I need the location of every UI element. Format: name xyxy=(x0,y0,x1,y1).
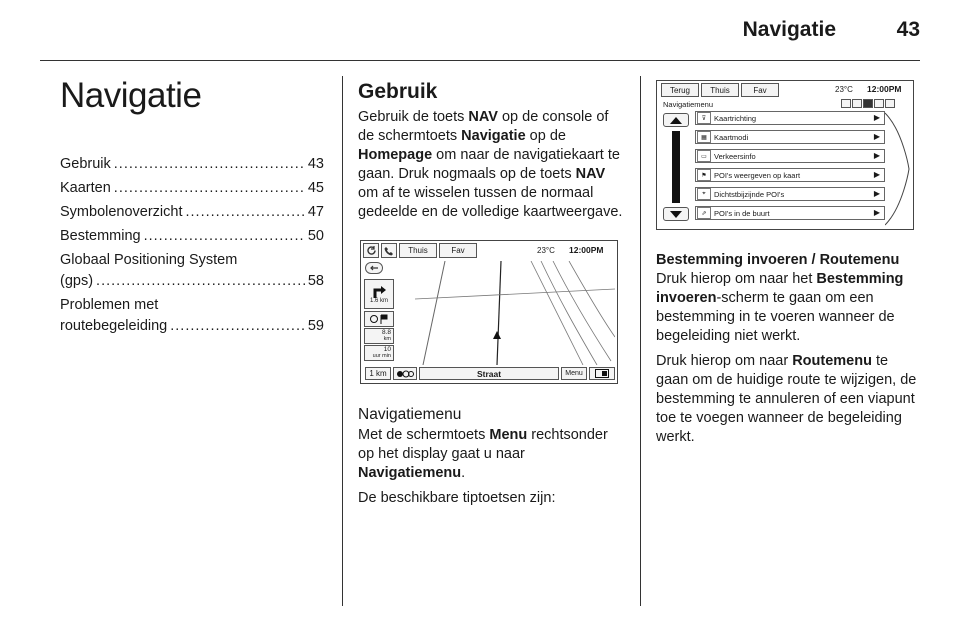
bestemming-paragraph-1: Druk hierop om naar het Bestemming invoeren-scherm te gaan om een bestemming in te voeren wanneer de begeleiding niet werkt. xyxy=(656,271,904,344)
poi-icon: ⚑ xyxy=(697,169,711,181)
toc-page-number: 50 xyxy=(307,228,324,244)
toc-leader-dots xyxy=(96,271,305,292)
clock: 12:00PM xyxy=(867,84,902,94)
scale-indicator: 1 km xyxy=(365,367,391,380)
menu-title: Navigatiemenu xyxy=(663,100,714,109)
terug-button: Terug xyxy=(661,83,699,97)
split-view-icon xyxy=(589,367,615,380)
section-heading-gebruik: Gebruik xyxy=(358,80,438,103)
toc-label: Kaarten xyxy=(60,180,111,196)
map-mode-icon: ▦ xyxy=(697,131,711,143)
column-rule-1 xyxy=(342,76,343,606)
menu-item-label: POI's in de buurt xyxy=(714,208,770,218)
menu-screen-illustration xyxy=(656,80,914,230)
bestemming-column xyxy=(656,80,922,453)
scrollbar-thumb xyxy=(672,131,680,203)
poi-route-icon: ⇗ xyxy=(697,207,711,219)
menu-item-label: POI's weergeven op kaart xyxy=(714,170,801,180)
thuis-button: Thuis xyxy=(701,83,739,97)
toc-line xyxy=(60,250,324,271)
running-header xyxy=(0,18,960,48)
bestemming-paragraph-2: Druk hierop om naar Routemenu te gaan om de huidige route te wijzigen, de bestemming te annuleren of een viapunt toe te voegen wanneer de begeleiding werkt. xyxy=(656,353,917,445)
toc-entry[interactable] xyxy=(60,178,324,199)
toc-leader-dots xyxy=(170,316,305,337)
toc-label: Problemen met xyxy=(60,297,159,313)
map-roads xyxy=(401,261,615,365)
volume-icon xyxy=(863,99,873,108)
street-name: Straat xyxy=(419,367,559,380)
toc-page-number: 43 xyxy=(307,156,324,172)
toc-label: Gebruik xyxy=(60,156,111,172)
menu-item-label: Kaartmodi xyxy=(714,132,749,142)
menu-item xyxy=(695,130,885,144)
zoom-out-icon xyxy=(365,262,383,274)
toc-line xyxy=(60,178,324,199)
chevron-right-icon: ▶ xyxy=(873,189,880,198)
settings-icon xyxy=(852,99,862,108)
toc-label: Globaal Positioning System xyxy=(60,252,238,268)
menu-item xyxy=(695,111,885,125)
turn-right-icon: 1.6 km xyxy=(364,279,394,309)
menu-button: Menu xyxy=(561,367,587,380)
clock: 12:00PM xyxy=(569,245,604,255)
toc-line xyxy=(60,295,324,316)
scroll-down-icon xyxy=(663,207,689,221)
traffic-icon: ▭ xyxy=(697,150,711,162)
toc-line xyxy=(60,226,324,247)
thuis-button: Thuis xyxy=(399,243,437,258)
toc-line xyxy=(60,271,324,292)
fav-button: Fav xyxy=(741,83,779,97)
toc-page-number: 45 xyxy=(307,180,324,196)
remaining-time: 10 uur min xyxy=(364,345,394,361)
running-title: Navigatie xyxy=(742,18,836,41)
toc-page-number: 58 xyxy=(307,273,324,289)
chevron-right-icon: ▶ xyxy=(873,113,880,122)
toc-leader-dots xyxy=(186,202,305,223)
compass-icon: ⊽ xyxy=(697,112,711,124)
section-heading-bestemming: Bestemming invoeren / Routemenu xyxy=(656,252,900,268)
toc-line xyxy=(60,202,324,223)
chevron-right-icon: ▶ xyxy=(873,132,880,141)
toc-entry[interactable] xyxy=(60,226,324,247)
toc-line xyxy=(60,316,324,337)
chevron-right-icon: ▶ xyxy=(873,208,880,217)
section-heading-navigatiemenu: Navigatiemenu xyxy=(358,406,462,423)
route-icon xyxy=(841,99,851,108)
column-rule-2 xyxy=(640,76,641,606)
menu-item xyxy=(695,168,885,182)
menu-item xyxy=(695,149,885,163)
chevron-right-icon: ▶ xyxy=(873,170,880,179)
temperature: 23°C xyxy=(537,246,555,255)
navigatiemenu-paragraph-2: De beschikbare tiptoetsen zijn: xyxy=(358,490,556,506)
phone-icon xyxy=(874,99,884,108)
gebruik-column xyxy=(358,80,626,514)
scroll-up-icon xyxy=(663,113,689,127)
map-screen-illustration xyxy=(360,240,618,384)
table-of-contents xyxy=(60,154,324,337)
refresh-icon xyxy=(363,243,379,258)
toc-label: (gps) xyxy=(60,273,94,289)
nearby-poi-icon: ⌖ xyxy=(697,188,711,200)
menu-curve xyxy=(885,111,911,227)
header-rule xyxy=(40,60,920,61)
remaining-distance: 8.8 km xyxy=(364,328,394,344)
toc-label: Symbolenoverzicht xyxy=(60,204,183,220)
toc-leader-dots xyxy=(114,154,305,175)
toc-entry[interactable] xyxy=(60,250,324,292)
menu-toolbar-icons xyxy=(841,99,895,108)
toc-page-number: 47 xyxy=(307,204,324,220)
fav-button: Fav xyxy=(439,243,477,258)
toc-entry[interactable] xyxy=(60,295,324,337)
menu-item-label: Verkeersinfo xyxy=(714,151,756,161)
navigatiemenu-paragraph-1: Met de schermtoets Menu rechtsonder op het display gaat u naar Navigatiemenu. xyxy=(358,427,608,481)
menu-item xyxy=(695,187,885,201)
toc-line xyxy=(60,154,324,175)
destination-flag-icon xyxy=(364,311,394,327)
phone-icon xyxy=(381,243,397,258)
toc-label: routebegeleiding xyxy=(60,318,168,334)
chevron-right-icon: ▶ xyxy=(873,151,880,160)
toc-leader-dots xyxy=(144,226,305,247)
toc-label: Bestemming xyxy=(60,228,141,244)
map-mode-icon xyxy=(393,367,417,380)
chapter-title: Navigatie xyxy=(60,76,202,115)
menu-item xyxy=(695,206,885,220)
page-number: 43 xyxy=(896,18,920,41)
temperature: 23°C xyxy=(835,85,853,94)
chapter-column xyxy=(60,76,324,340)
info-icon xyxy=(885,99,895,108)
toc-entry[interactable] xyxy=(60,202,324,223)
toc-entry[interactable] xyxy=(60,154,324,175)
menu-item-label: Dichtstbijzijnde POI's xyxy=(714,189,785,199)
toc-leader-dots xyxy=(114,178,305,199)
toc-page-number: 59 xyxy=(307,318,324,334)
gebruik-paragraph: Gebruik de toets NAV op de console of de schermtoets Navigatie op de Homepage om naar de navigatiekaart te gaan. Druk nogmaals op de toets NAV om af te wisselen tussen de normaal gedeelde en de volledige kaartweergave. xyxy=(358,109,623,220)
menu-item-label: Kaartrichting xyxy=(714,113,757,123)
